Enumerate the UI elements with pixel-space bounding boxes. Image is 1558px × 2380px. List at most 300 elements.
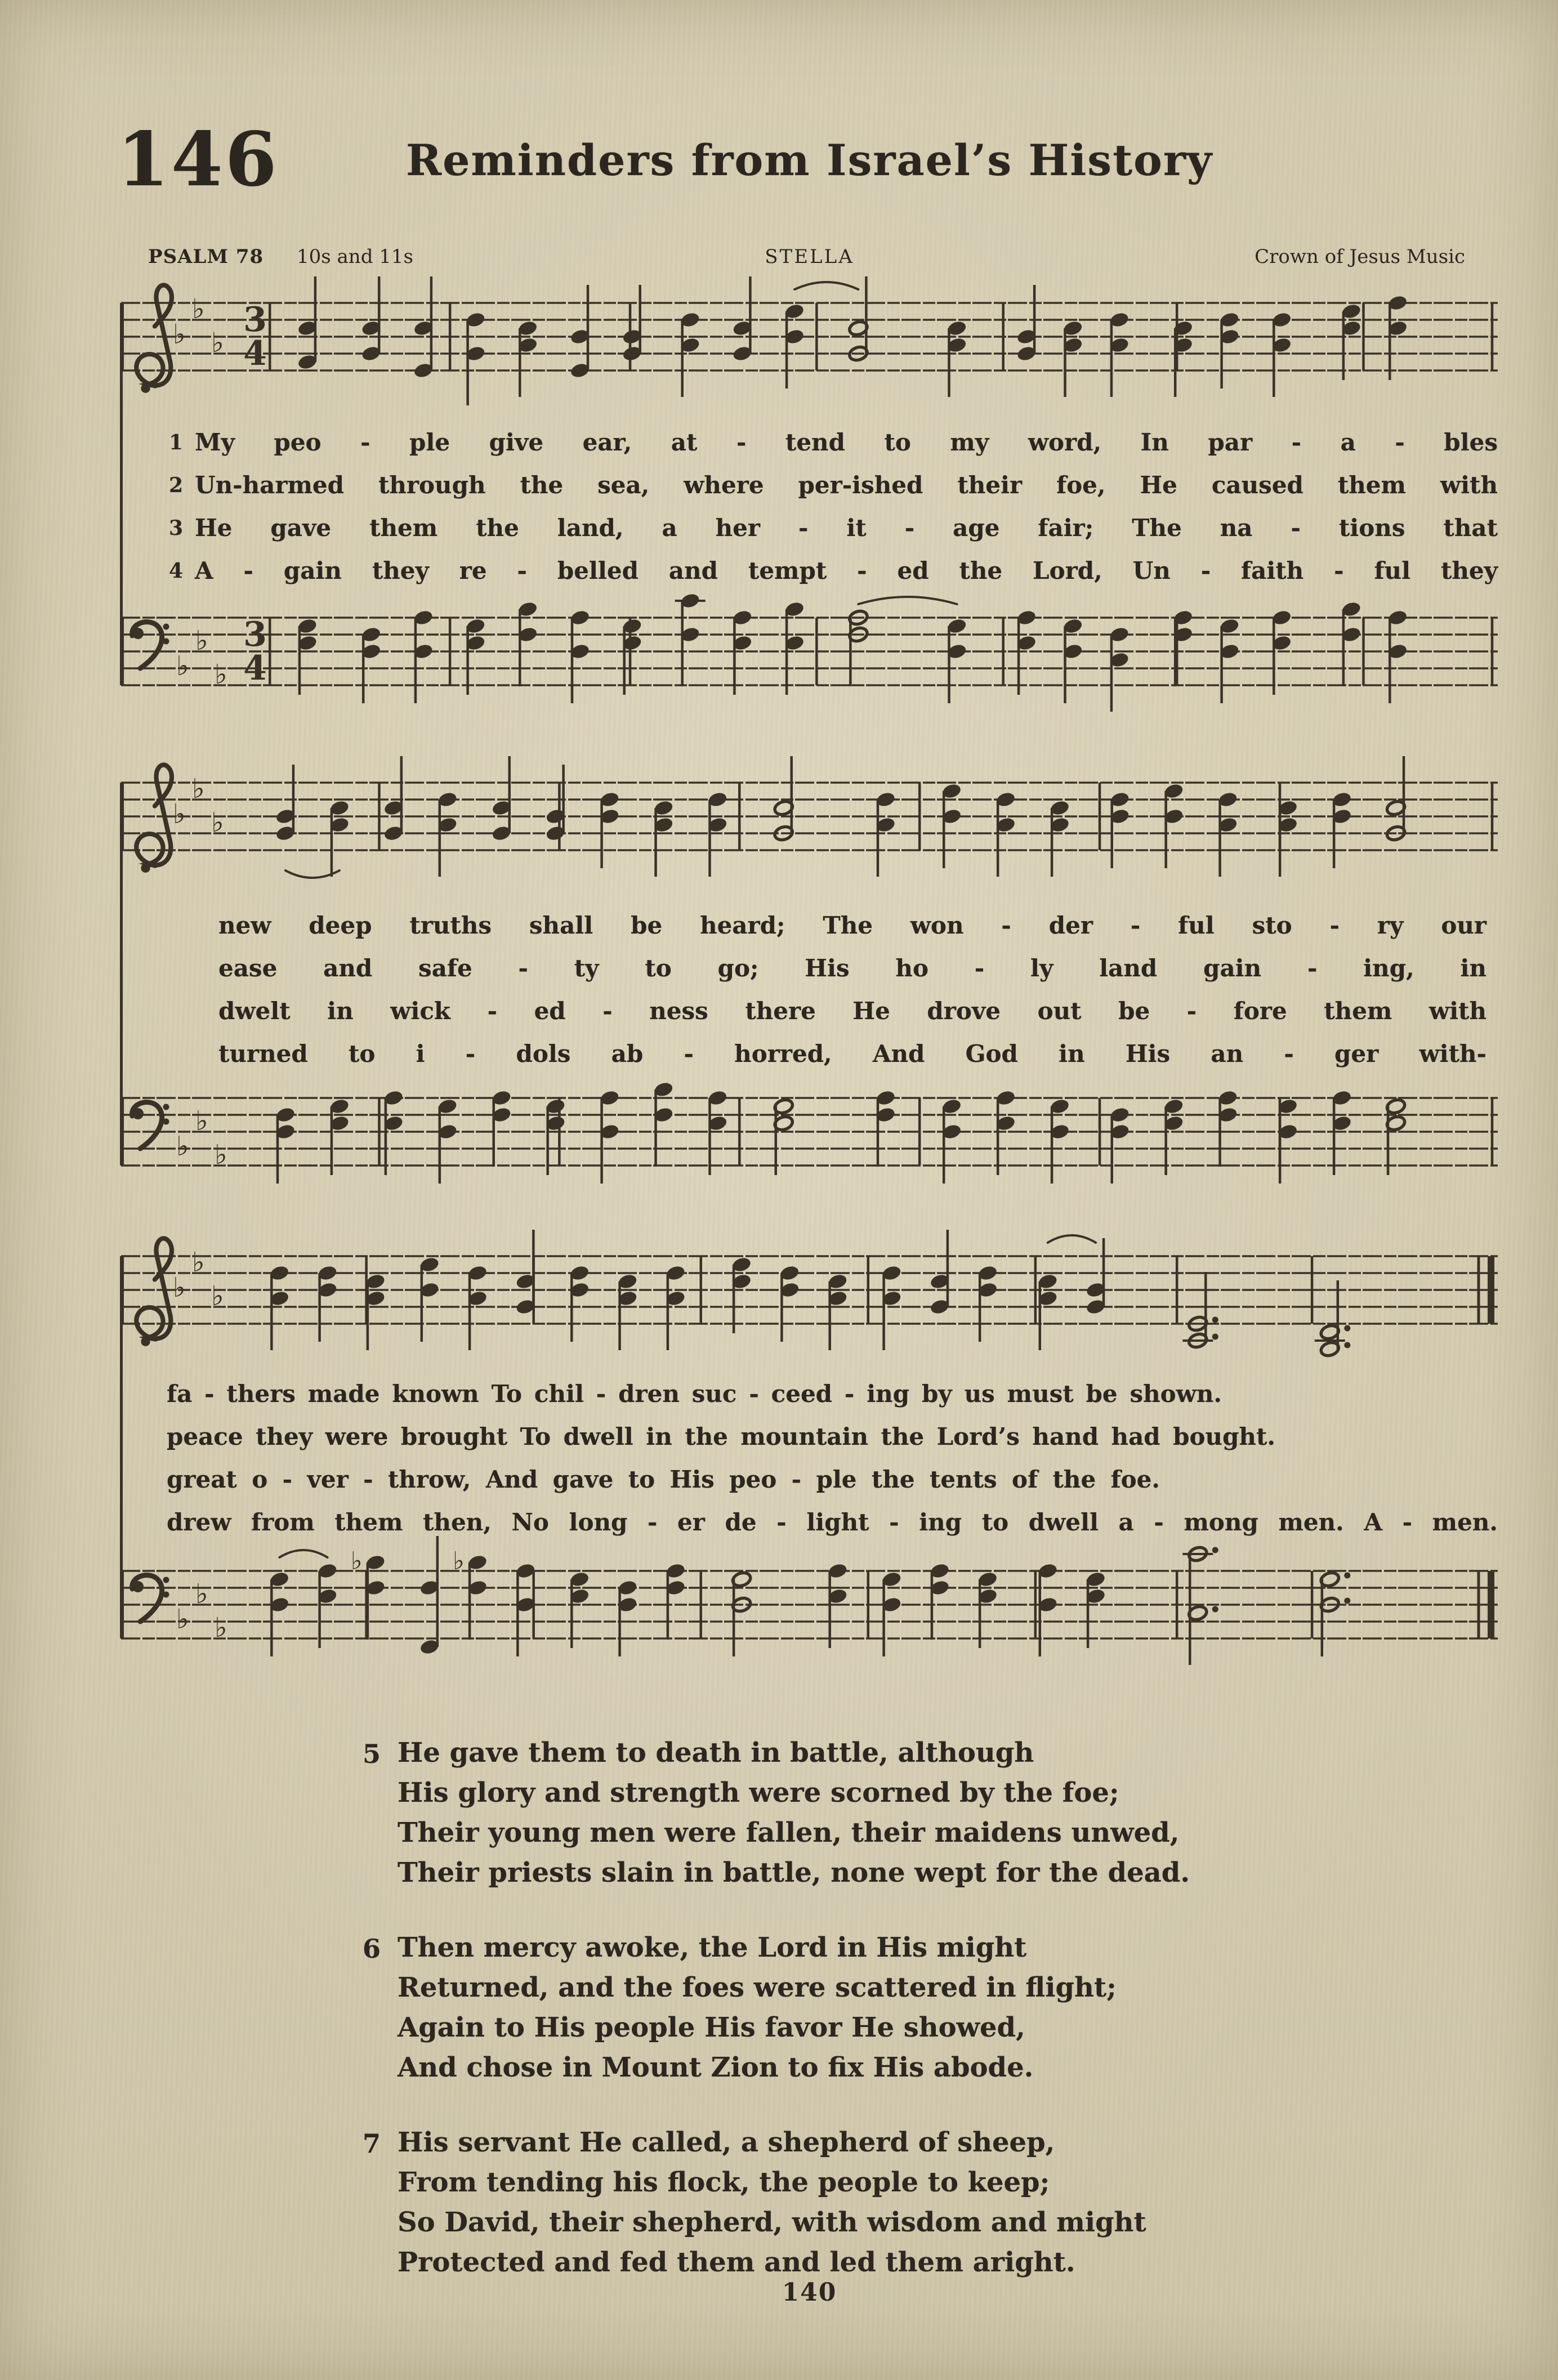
note-head xyxy=(569,1571,590,1588)
note-head xyxy=(269,1596,290,1614)
verse-line: His glory and strength were scorned by the foe; xyxy=(398,1777,1119,1809)
verse-line: Protected and fed them and led them aright. xyxy=(398,2247,1075,2278)
verse-number: 4 xyxy=(169,559,184,583)
note-head xyxy=(517,337,538,354)
key-signature-flat-icon: ♭ xyxy=(195,1578,208,1610)
time-signature-numeral: 3 xyxy=(243,615,267,654)
note-head xyxy=(1109,311,1130,329)
note-head xyxy=(361,320,382,337)
note-head xyxy=(995,1115,1016,1132)
note-head xyxy=(365,1579,386,1597)
lyric-line xyxy=(167,1416,1498,1458)
note-head xyxy=(569,328,590,346)
note-head xyxy=(1217,816,1238,834)
verse-line: So David, their shepherd, with wisdom and might xyxy=(398,2207,1146,2238)
note-head xyxy=(1037,1596,1058,1614)
key-signature-flat-icon: ♭ xyxy=(192,1247,205,1278)
note-head xyxy=(569,1281,590,1299)
verse-number: 2 xyxy=(169,474,184,497)
note-head xyxy=(275,1123,296,1141)
note-head xyxy=(1271,311,1292,329)
note-head xyxy=(665,1265,686,1282)
note-head xyxy=(1109,791,1130,809)
accidental-flat-icon: ♭ xyxy=(350,1547,363,1575)
note-head xyxy=(491,1089,512,1107)
verse-number: 6 xyxy=(363,1934,381,1964)
note-head xyxy=(1109,1106,1130,1124)
note-head xyxy=(1109,626,1130,644)
note-head xyxy=(653,1081,674,1099)
note-head xyxy=(1217,791,1238,809)
note-head xyxy=(1341,601,1361,618)
note-head xyxy=(731,1596,752,1614)
note-head xyxy=(1341,320,1361,337)
note-head xyxy=(1016,345,1037,363)
verse-block xyxy=(363,1928,1190,2088)
note-head xyxy=(1173,320,1194,337)
note-head xyxy=(1173,626,1194,644)
note-head xyxy=(881,1571,902,1588)
note-head xyxy=(419,1638,440,1656)
note-head xyxy=(515,1273,536,1291)
note-head xyxy=(1085,1281,1106,1299)
note-head xyxy=(848,320,869,337)
note-head xyxy=(545,808,566,825)
note-head xyxy=(848,345,869,363)
note-head xyxy=(784,303,805,320)
hymn-title: Reminders from Israel’s History xyxy=(405,135,1213,185)
note-head xyxy=(1332,1089,1352,1107)
note-head xyxy=(827,1273,848,1291)
note-head xyxy=(773,825,794,842)
music-source: Crown of Jesus Music xyxy=(1255,245,1465,268)
note-head xyxy=(732,609,753,627)
note-head xyxy=(784,328,805,346)
note-head xyxy=(732,635,753,652)
note-head xyxy=(491,825,512,842)
note-head xyxy=(1085,1298,1106,1316)
note-head xyxy=(365,1554,386,1571)
note-head xyxy=(875,1106,896,1124)
note-head xyxy=(515,1562,536,1580)
slur-curve xyxy=(285,870,340,878)
hymn-number: 146 xyxy=(117,116,279,203)
verse-line: Then mercy awoke, the Lord in His might xyxy=(398,1932,1027,1963)
note-head xyxy=(929,1562,950,1580)
note-head xyxy=(707,1089,728,1107)
note-head xyxy=(1385,800,1406,817)
lyric-line xyxy=(218,1033,1486,1075)
note-head xyxy=(1219,328,1240,346)
note-head xyxy=(269,1290,290,1307)
key-signature-flat-icon: ♭ xyxy=(215,1139,227,1171)
verse-number: 1 xyxy=(169,431,184,454)
note-head xyxy=(297,635,318,652)
lyric-text: great o - ver - throw, And gave to His peo - ple the tents of the foe. xyxy=(167,1466,1160,1493)
note-head xyxy=(827,1562,848,1580)
lyric-line xyxy=(218,990,1486,1033)
note-head xyxy=(1049,816,1070,834)
note-head xyxy=(1163,783,1184,800)
printed-verses xyxy=(363,1733,1190,2318)
note-head xyxy=(848,626,869,644)
note-head xyxy=(1271,609,1292,627)
note-head xyxy=(1385,825,1406,842)
note-head xyxy=(1049,1123,1070,1141)
note-head xyxy=(773,1115,794,1132)
note-head xyxy=(1387,320,1408,337)
note-head xyxy=(1037,1273,1058,1291)
note-head xyxy=(929,1579,950,1597)
note-head xyxy=(1063,643,1083,660)
note-head xyxy=(617,1579,638,1597)
lyric-text: Un-harmed through the sea, where per-ished their foe, He caused them with xyxy=(195,471,1498,499)
lyric-text: A - gain they re - belled and tempt - ed the Lord, Un - faith - ful they xyxy=(195,557,1498,584)
note-head xyxy=(419,1281,440,1299)
note-head xyxy=(779,1265,800,1282)
note-head xyxy=(297,320,318,337)
note-head xyxy=(465,311,486,329)
note-head xyxy=(665,1579,686,1597)
note-head xyxy=(465,618,486,635)
slur-curve xyxy=(1048,1235,1096,1243)
note-head xyxy=(977,1571,998,1588)
key-signature-flat-icon: ♭ xyxy=(215,659,227,690)
note-head xyxy=(297,354,318,371)
accidental-flat-icon: ♭ xyxy=(453,1547,465,1575)
note-head xyxy=(1332,1115,1352,1132)
note-head xyxy=(1332,791,1352,809)
note-head xyxy=(875,791,896,809)
verse-line: From tending his flock, the people to keep; xyxy=(398,2167,1050,2198)
time-signature-numeral: 4 xyxy=(243,649,267,688)
note-head xyxy=(297,618,318,635)
note-head xyxy=(732,320,753,337)
note-head xyxy=(599,808,620,825)
lyric-line xyxy=(218,947,1486,990)
lyric-text: peace they were brought To dwell in the mountain the Lord’s hand had bought. xyxy=(167,1423,1275,1450)
augmentation-dot xyxy=(1344,1573,1350,1579)
note-head xyxy=(941,1123,962,1141)
treble-clef-icon xyxy=(136,765,172,873)
lyric-line xyxy=(169,507,1498,550)
note-head xyxy=(732,345,753,363)
note-head xyxy=(1109,651,1130,669)
augmentation-dot xyxy=(1344,1342,1350,1348)
note-head xyxy=(383,825,404,842)
note-head xyxy=(329,1115,350,1132)
note-head xyxy=(491,1106,512,1124)
system-connector-line xyxy=(120,1256,123,1638)
tune-name: STELLA xyxy=(765,245,854,268)
note-head xyxy=(995,816,1016,834)
verse-line: He gave them to death in battle, although xyxy=(398,1737,1034,1769)
verse-number: 7 xyxy=(363,2128,381,2159)
verse-line: Their young men were fallen, their maidens unwed, xyxy=(398,1817,1180,1848)
note-head xyxy=(361,626,382,644)
note-head xyxy=(437,1098,458,1115)
note-head xyxy=(929,1273,950,1291)
verse-number: 5 xyxy=(363,1739,381,1769)
lyric-line xyxy=(169,464,1498,507)
note-head xyxy=(947,337,967,354)
lyric-line xyxy=(167,1501,1498,1544)
note-head xyxy=(1188,1332,1208,1350)
key-signature-flat-icon: ♭ xyxy=(173,798,186,830)
verse-block xyxy=(363,2123,1190,2283)
note-head xyxy=(941,783,962,800)
note-head xyxy=(437,1123,458,1141)
note-head xyxy=(881,1290,902,1307)
note-head xyxy=(1016,328,1037,346)
system-connector-line xyxy=(120,303,123,685)
key-signature-flat-icon: ♭ xyxy=(211,1280,224,1312)
note-head xyxy=(977,1265,998,1282)
note-head xyxy=(517,601,538,618)
note-head xyxy=(1278,1123,1298,1141)
note-head xyxy=(947,643,967,660)
key-signature-flat-icon: ♭ xyxy=(195,1105,208,1137)
note-head xyxy=(827,1290,848,1307)
time-signature-numeral: 3 xyxy=(243,300,267,340)
lyric-line xyxy=(167,1458,1498,1501)
note-head xyxy=(491,800,512,817)
lyric-text: turned to i - dols ab - horred, And God in His an - ger with- xyxy=(218,1040,1486,1068)
note-head xyxy=(1387,643,1408,660)
note-head xyxy=(707,791,728,809)
note-head xyxy=(653,816,674,834)
slur-curve xyxy=(279,1550,327,1557)
note-head xyxy=(653,800,674,817)
note-head xyxy=(467,1265,488,1282)
note-head xyxy=(1173,337,1194,354)
note-head xyxy=(1278,800,1298,817)
verse-line: His servant He called, a shepherd of sheep, xyxy=(398,2127,1055,2158)
note-head xyxy=(680,626,700,644)
note-head xyxy=(317,1281,338,1299)
note-head xyxy=(1063,618,1083,635)
lyric-text: drew from them then, No long - er de - light - ing to dwell a - mong men. A - men. xyxy=(167,1508,1498,1536)
note-head xyxy=(361,345,382,363)
slur-curve xyxy=(794,282,858,289)
note-head xyxy=(1188,1315,1208,1333)
note-head xyxy=(329,800,350,817)
note-head xyxy=(317,1265,338,1282)
page-number: 140 xyxy=(782,2278,837,2307)
note-head xyxy=(941,1098,962,1115)
note-head xyxy=(617,1596,638,1614)
bass-clef-icon xyxy=(132,1575,169,1622)
augmentation-dot xyxy=(1212,1317,1218,1323)
augmentation-dot xyxy=(1344,1598,1350,1604)
note-head xyxy=(1049,800,1070,817)
note-head xyxy=(622,328,642,346)
note-head xyxy=(875,1089,896,1107)
note-head xyxy=(1085,1571,1106,1588)
note-head xyxy=(383,800,404,817)
note-head xyxy=(361,643,382,660)
bass-clef-icon xyxy=(132,1102,169,1149)
note-head xyxy=(465,635,486,652)
note-head xyxy=(1385,1115,1406,1132)
treble-clef-icon xyxy=(136,285,172,393)
note-head xyxy=(1188,1546,1208,1563)
note-head xyxy=(1319,1571,1340,1588)
key-signature-flat-icon: ♭ xyxy=(176,650,189,682)
key-signature-flat-icon: ♭ xyxy=(215,1612,227,1644)
lyric-line xyxy=(167,1373,1498,1416)
hymn-meta-row xyxy=(121,245,1498,274)
note-head xyxy=(517,320,538,337)
key-signature-flat-icon: ♭ xyxy=(195,625,208,657)
note-head xyxy=(1173,609,1194,627)
note-head xyxy=(1219,311,1240,329)
note-head xyxy=(569,1265,590,1282)
interlinear-lyrics-block-3 xyxy=(167,1373,1498,1544)
interlinear-lyrics-block-1 xyxy=(169,421,1498,592)
note-head xyxy=(437,816,458,834)
augmentation-dot xyxy=(1212,1606,1218,1613)
note-head xyxy=(269,1265,290,1282)
note-head xyxy=(1341,626,1361,644)
note-head xyxy=(419,1256,440,1274)
note-head xyxy=(622,618,642,635)
augmentation-dot xyxy=(1344,1325,1350,1332)
note-head xyxy=(707,816,728,834)
note-head xyxy=(1219,618,1240,635)
note-head xyxy=(977,1588,998,1605)
treble-clef-icon xyxy=(136,1238,172,1346)
note-head xyxy=(665,1290,686,1307)
lyric-line xyxy=(169,421,1498,464)
note-head xyxy=(1163,1098,1184,1115)
slur-curve xyxy=(858,597,957,604)
note-head xyxy=(317,1562,338,1580)
note-head xyxy=(569,362,590,379)
note-head xyxy=(1319,1324,1340,1341)
note-head xyxy=(329,1098,350,1115)
note-head xyxy=(275,808,296,825)
note-head xyxy=(617,1273,638,1291)
augmentation-dot xyxy=(1212,1547,1218,1553)
note-head xyxy=(599,1123,620,1141)
note-head xyxy=(731,1256,752,1274)
note-head xyxy=(1037,1562,1058,1580)
note-head xyxy=(947,618,967,635)
key-signature-flat-icon: ♭ xyxy=(176,1131,189,1162)
note-head xyxy=(1219,643,1240,660)
note-head xyxy=(1385,1098,1406,1115)
note-head xyxy=(773,800,794,817)
note-head xyxy=(1016,635,1037,652)
psalm-reference: PSALM 78 xyxy=(148,245,264,268)
note-head xyxy=(827,1588,848,1605)
note-head xyxy=(515,1596,536,1614)
note-head xyxy=(1063,320,1083,337)
note-head xyxy=(653,1106,674,1124)
note-head xyxy=(1278,1098,1298,1115)
note-head xyxy=(1109,337,1130,354)
lyric-text: ease and safe - ty to go; His ho - ly land gain - ing, in xyxy=(218,954,1486,982)
lyric-line xyxy=(218,904,1486,947)
lyric-text: My peo - ple give ear, at - tend to my word, In par - a - bles xyxy=(195,428,1498,456)
note-head xyxy=(617,1290,638,1307)
note-head xyxy=(275,1106,296,1124)
note-head xyxy=(269,1571,290,1588)
key-signature-flat-icon: ♭ xyxy=(211,327,224,359)
note-head xyxy=(875,816,896,834)
augmentation-dot xyxy=(1212,1334,1218,1340)
lyric-text: fa - thers made known To chil - dren suc - ceed - ing by us must be shown. xyxy=(167,1380,1222,1408)
note-head xyxy=(275,825,296,842)
note-head xyxy=(467,1579,488,1597)
note-head xyxy=(680,337,700,354)
note-head xyxy=(413,643,434,660)
note-head xyxy=(545,1098,566,1115)
verse-line: Again to His people His favor He showed, xyxy=(398,2012,1025,2043)
note-head xyxy=(465,345,486,363)
verse-line: And chose in Mount Zion to fix His abode. xyxy=(398,2052,1034,2083)
lyric-text: dwelt in wick - ed - ness there He drove out be - fore them with xyxy=(218,997,1486,1025)
note-head xyxy=(1217,1089,1238,1107)
note-head xyxy=(365,1273,386,1291)
key-signature-flat-icon: ♭ xyxy=(211,807,224,838)
key-signature-flat-icon: ♭ xyxy=(173,319,186,350)
note-head xyxy=(329,816,350,834)
verse-line: Returned, and the foes were scattered in flight; xyxy=(398,1972,1117,2003)
note-head xyxy=(995,1089,1016,1107)
note-head xyxy=(622,345,642,363)
note-head xyxy=(773,1098,794,1115)
note-head xyxy=(1188,1605,1208,1622)
note-head xyxy=(515,1298,536,1316)
note-head xyxy=(1163,808,1184,825)
note-head xyxy=(848,609,869,627)
key-signature-flat-icon: ♭ xyxy=(192,293,205,325)
note-head xyxy=(1109,808,1130,825)
note-head xyxy=(881,1596,902,1614)
key-signature-flat-icon: ♭ xyxy=(176,1604,189,1635)
note-head xyxy=(1063,337,1083,354)
note-head xyxy=(383,1089,404,1107)
note-head xyxy=(467,1554,488,1571)
note-head xyxy=(1387,294,1408,312)
note-head xyxy=(1319,1341,1340,1358)
time-signature-numeral: 4 xyxy=(243,334,267,373)
note-head xyxy=(569,643,590,660)
note-head xyxy=(599,1089,620,1107)
note-head xyxy=(1217,1106,1238,1124)
verse-line: Their priests slain in battle, none wept for the dead. xyxy=(398,1857,1190,1888)
note-head xyxy=(680,311,700,329)
note-head xyxy=(365,1290,386,1307)
note-head xyxy=(665,1562,686,1580)
note-head xyxy=(622,635,642,652)
note-head xyxy=(1332,808,1352,825)
note-head xyxy=(419,1579,440,1597)
note-head xyxy=(599,791,620,809)
note-head xyxy=(881,1265,902,1282)
meter-label: 10s and 11s xyxy=(297,245,413,268)
verse-number: 3 xyxy=(169,516,184,540)
note-head xyxy=(947,320,967,337)
note-head xyxy=(995,791,1016,809)
note-head xyxy=(569,609,590,627)
note-head xyxy=(413,320,434,337)
note-head xyxy=(941,808,962,825)
lyric-text: new deep truths shall be heard; The won - der - ful sto - ry our xyxy=(218,912,1486,939)
note-head xyxy=(437,791,458,809)
